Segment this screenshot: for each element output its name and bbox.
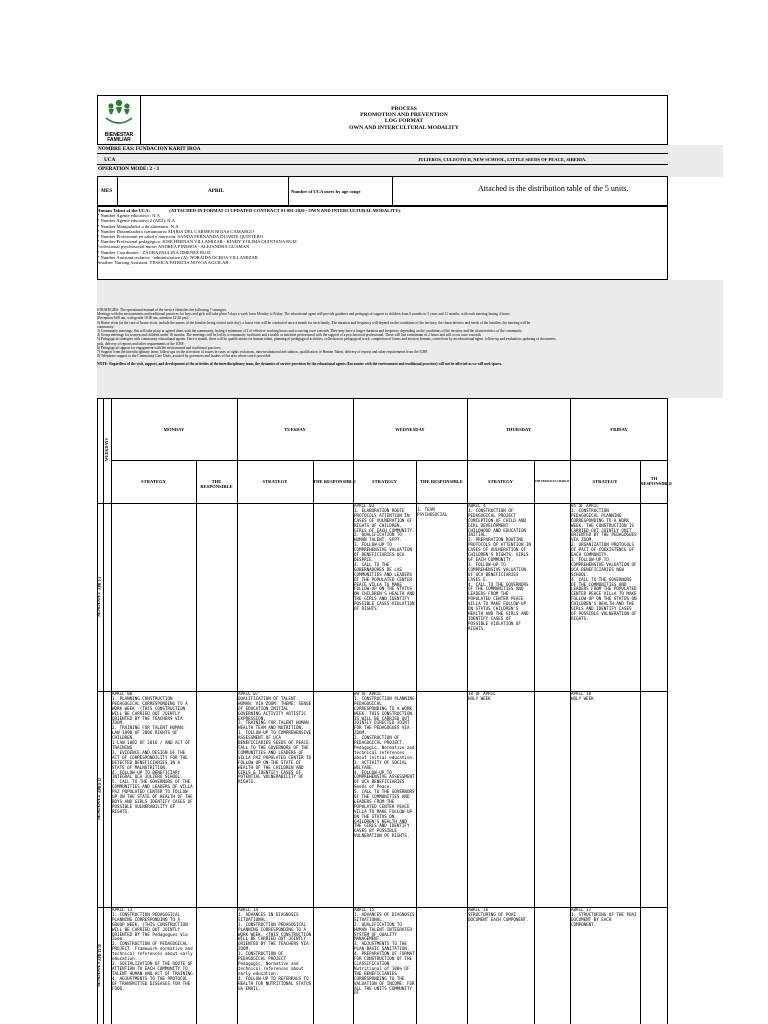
week-label: SEMANA 1 — [97, 591, 102, 617]
talent-line: * Number Agente educativo : N.A — [97, 213, 161, 219]
day-thursday: THURSDAY — [505, 427, 532, 432]
subheader-responsible: TH RESPONSIBLE — [640, 476, 673, 487]
month-div-3 — [392, 176, 393, 206]
cell-w3-mon-responsible — [197, 908, 236, 1024]
cell-w3-wed-strategy: ABRIL 15 1. ADVANCES OF DIAGNOSIS SITUATIONAL. 2. QUALIFICATION TO HUMAN TALENT INTEGRATED SYSTEM OF QUALITY MANAGEMENT. 3. ADJUSTMENTS TO THE PLAN BASIC SANITATION. 4. PREPARATION OF FORMAT FOR CONSTRUCTION OF THE CLASSIFICATION Nutritional of 100% OF THE BENEFICIARIES CORRESPONDING TO THE VALUATION OF INCOME: FOR ALL THE UNITS COMMUNITY OF — [354, 907, 415, 996]
cell-w3-tue-responsible — [314, 908, 352, 1024]
strategy-line: Meetings with the environments and traditional practices for boys and girls will take place 5 days a week from Monday to Friday. The educational agent will provide guidance and pedagogical support to children from 6 months to 5 years and 11 months, with each meeting lasting 4 hours — [97, 312, 510, 317]
subheader-strategy: STRATEGY — [488, 479, 513, 484]
logo-text: BIENESTAR FAMILIAR — [104, 132, 134, 144]
week-sub: APR 15-19 — [98, 943, 102, 961]
header-title — [140, 106, 668, 131]
talent-line: * Number Manipulador o de alimentos: N.A — [97, 223, 179, 229]
icbf-logo — [100, 98, 138, 142]
strategy-line: 2) Home visits (in the case of house visits, include the names of the families being visited each day), a house visit will be conducted once a month for each family. The duration and frequency will depend on the conditions of the territory, the characteristics and needs of the families, the meeting will be — [97, 320, 531, 325]
cell-w2-mon-strategy: APRIL 08 1. PLANNING CONSTRUCTION PEDAGOGICAL CORRESPONDING TO A WORK WEEK. (THIS CONSTRUCTION WILL BE CARRIED OUT JOINTLY ORIENTED BY THE TEACHERS VIA ZOOM. 2. TRAINING FOR TALENT HUMAN: LAW 1098 OF 2006 RIGHTS OF CHILDREN. 1 LAW 1802 OF 2016 / AND ACT OF TRAINING 3. EVIDENCE AND DESIGN OF THE ACT OF CORRESPONDILITY FOR THE DETECTED BENEFICIARIES IN A STATE OF MALNUTRITION. 4. FOLLOW-UP TO BENEFICIARY INTEGRAL UCA JULIERO SCHOOL. 5. CALL TO THE GOVERNORS OF THE COMMUNITIES AND LEADERS OF VILLA PAZ POPULATED CENTER TO FOLLOW UP ON THE STATE OF HEALTH OF THE BOYS AND GIRLS IDENTIFY CASES OF POSSIBLE VULNERABILITY OF RIGHTS. — [112, 691, 193, 814]
week-label: SEMANA 2 — [97, 794, 102, 820]
cell-w1-mon-strategy — [112, 504, 195, 690]
talent-line: * Number Profesional en salud y nutrición: SANDA FERNANDA DUARTE QUINTERO — [97, 234, 264, 240]
subheader-strategy: STRATEGY — [262, 479, 288, 484]
subheader-strategy: STRATEGY — [372, 479, 397, 484]
cell-w2-fri-strategy: APRIL 10 HOLY WEEK — [571, 691, 594, 701]
cell-w3-mon-strategy: APRIL 13 1. CONSTRUCTION PEDAGOGICAL PLANNING CORRESPONDING TO A GROUP WEEK. (THIS CONSTRUCTION WILL BE CARRIED OUT JOINTLY ORIENTED BY THE Pedagogues Via Zoom. 2. CONSTRUCTION OF PEDAGOGICAL PROJECT. Framework normative and technical references about early education. 3. SOCIALIZATION OF THE ROUTE OF ATTENTION TO EACH COMMUNITY TO TALENT HUMAN AND ACT OF TRAINING 4. ADJUSTMENTS TO THE PROTOCOL OF TRANSMITTED DISEASES FOR THE FOOD. — [112, 907, 193, 991]
week-sub: APR 8-12 — [98, 778, 102, 794]
cell-w1-wed-responsible: 1. TEAM PSYCHOSOCIAL — [417, 507, 448, 517]
cell-w1-thu-responsible — [535, 504, 569, 690]
cell-w1-tue-responsible — [314, 504, 352, 690]
cell-w2-thu-strategy: 10 OF APRIL HOLY WEEK — [468, 691, 496, 701]
strategy-line: pick, delivery of reports and other requirements of the ICBF. — [97, 341, 185, 346]
cell-w3-tue-strategy: ABRIL 14 1. ADVANCES IN DIAGNOSIS SITUATIONAL. 2. CONSTRUCTION PEDAGOGICAL PLANNING CORRESPONDING TO A WORK WEEK. (THIS CONSTRUCTION WILL BE CARRIED OUT JOINTLY ORIENTED BY THE TEACHERS VIA ZOOM. 3. CONSTRUCTION OF PEDAGOGICAL PROJECT Pedagogic, Normative and technical references about early education. 4. FOLLOW-UP TO REFERRALS TO HEALTH FOR NUTRITIONAL STATUS UA EMAIL. — [238, 907, 312, 991]
talent-attached-note: (ATTACHED IN FORMAT 13 UPDATED CONTRACT 01-081-2020 - OWN AND INTERCULTURAL MODALITY). — [169, 208, 402, 213]
cell-w1-mon-responsible — [197, 504, 236, 690]
talent-line: * Number Profesional pedagógico: JOSE HERNAN VILLAMIZAR - KINDY YOLIMA QUINTANA RUIZ — [97, 239, 297, 245]
cell-w2-wed-responsible — [417, 692, 466, 906]
talent-line: Another: Nursing Assistant: YESSICA PATRICIA NOVOA AGUILAR — [97, 260, 229, 266]
talent-line: Professional psychosocial nurse: ANDREA PINEROS - ALEJANDRA GUAMAN — [97, 244, 250, 250]
cell-w2-tue-strategy: APRIL 07 QUALIFICATION OF TALENT HUMAN: VIA ZOOM. THEME: SENSE OF EDUCATION INITIAL GOVERNING ACTIVITY ARTISTIC EXPRESSION. 2. TRAINING FOR TALENT HUMAN HEALTH TEAM AND NUTRITION. 3. FOLLOW-UP TO COMPREHENSIVE ASSESSMENT OF UCA BENEFICIARIES SEEDS OF PEACE. CALL TO THE GOVERNORS OF THE COMMUNITIES AND LEADERS OF VILLA PAZ POPULATED CENTER TO FOLLOW UP ON THE STATE OF HEALTH OF THE CHILDREN AND GIRLS & IDENTIFY CASES OF POTENTIAL VULNERABILITY OF RIGHTS. — [238, 691, 312, 785]
week-1-label — [97, 503, 111, 691]
cell-w3-wed-responsible — [417, 908, 466, 1024]
week-sub: APR 1-5 — [98, 577, 102, 591]
strategy-line: STRATEGIES: The operational manual of the service identifies the following 7 strategies. — [97, 308, 227, 312]
cell-w3-fri-strategy: ABRIL 17 1. STRUCTURING OF THE POAI DOCUMENT BY EACH COMPONENT. — [571, 907, 637, 927]
eas-name: NOMBRE EAS: FUNDACION KARIT IROA — [98, 146, 201, 152]
cell-w2-thu-responsible — [535, 692, 569, 906]
strategy-line: 5) Pedagogical strategies with community educational agents: Once a month, these will be qualifications for human talent, planning of pedagogical activities, collection on pedagogical work, completion of forms and mission formats, carried out by an educational agent, follow-up and evaluation, updating of documents, — [97, 337, 557, 342]
cell-w1-wed-strategy: APRIL 03 1. ELABORATION ROUTE PROTOCOLS ATTENTION IN CASES OF VULNERATION OF RIGHTS OF CHILDREN, GIRLS OF EACH COMMUNITY. 2. QUALIFICATION TO HUMAN TALENT. SPPT. 3. FOLLOW-UP TO COMPREHENSIVE VALUATION OF BENEFICIARIES UCA DESPRIE. 4. CALL TO THE GOBERNADORES DE LAS COMMUNITIES AND LEADERS OF THE POPULATED CENTER PEACE VILLA TO MAKE FOLLOW-UP ON THE STATUS ON CHILDREN'S HEALTH AND THE GIRLS AND IDENTIFY POSSIBLE CASES VIOLATION OF RIGHTS. — [354, 503, 415, 612]
week-3-label — [97, 907, 111, 1024]
title-line-3: LOG FORMAT — [384, 118, 424, 125]
family-logo-icon — [100, 98, 138, 128]
talent-line: * Number Agente educativo 2 (AE2): N.A — [97, 218, 175, 224]
cell-w1-thu-strategy: ABRIL 4 1. CONSTRUCTION OF PEDAGOGICAL PROJECT CONCEPTION OF CHILD AND GIRL DEVELOPMENT CHILDHOOD AND EDUCATION INITIAL. 2. PREPARATION ROUTINE PROTOCOLS OF ATTENTION IN CASES OF VULNERATION OF CHILDREN'S RIGHTS. GIRLS OF EACH COMMUNITY. 3. FOLLOW-UP TO COMPREHENSIVE VALUATION OF UCA BENEFICIARIES CASES E. 4. CALL TO THE GOVERNORS OF THE COMMUNITIES AND LEADERS FROM THE POPULATED CENTER PEACE VILLA TO MAKE FOLLOW-UP ON STATUS CHILDREN'S HEALTH AND THE GIRLS AND IDENTIFY CASES OF POSSIBLE VIOLATION OF RIGHTS. — [468, 503, 532, 631]
title-line-1: PROCESS — [391, 106, 417, 112]
talent-line: * Number Coordinator : ZAURA PAULINA JIMENEZ RUIZ — [97, 249, 211, 255]
strategy-line: community. — [97, 324, 115, 329]
strategy-line: 6) Pedagogical support for engagement with the environment and traditional practices. — [97, 345, 222, 350]
cell-w2-tue-responsible — [314, 692, 352, 906]
strategy-line: 7) Support from the interdisciplinary team: follow-ups on the activation of routes in cases of rights violations, inter-institutional articulation, qualification of Human Talent, delivery of reports and other requirements from the ICBF. — [97, 350, 428, 355]
strategy-line: 4) Group meetings for women and children under 18 months: The meetings will be led by a community facilitator and a health or nutrition professional with the support of a psychosocial professional. These will last a minimum of 2 hours and will occur once a month. — [97, 333, 482, 338]
strategy-line: 3) Community meetings: this will take place at agreed times with the community, lasting a minimum of 2 of effective working hours and occurring once a month. They may have a longer duration and frequency depending on the conditions of the territory and the characteristics of the community. — [97, 329, 523, 334]
info-line-1 — [97, 153, 668, 154]
day-tuesday: TUESDAY — [284, 427, 306, 432]
cell-w2-mon-responsible — [197, 692, 236, 906]
cell-w2-wed-strategy: 09 OF APRIL 1. CONSTRUCTION PLANNING PEDAGOGICAL CORRESPONDING TO A WORK WEEK. THIS CONSTRUCTION IS WILL BE CARRIED OUT JOINTLY DIRECTED JOINT FOR THE PEDAGOGUES VIA ZOOM. 2. CONSTRUCTION OF PEDAGOGICAL PROJECT. Pedagogic, Normative and technical references about initial education. 3. ACTIVITY OF SOCIAL WELFARE. 4. FOLLOW-UP TO COMPREHENSIVE ASSESSMENT OF UCA BENEFICIARIES Seeds of Peace. 5. CALL TO THE GOVERNORS OF THE COMMUNITIES AND LEADERS FROM THE POPULATED CENTER PEACE VILLA TO MAKE FOLLOW-UP ON THE STATUS ON CHILDREN'S HEALTH AND THE GIRLS AND IDENTIFY CASES BY POSSIBLE VULNERATION OF RIGHTS. — [354, 691, 415, 839]
subheader-responsible: THE RESPONSIBLE — [200, 479, 233, 490]
mes-label: MES — [101, 188, 113, 194]
talent-heading: Human Talent of the UCA: — [97, 208, 151, 213]
title-line-2: PROMOTION AND PREVENTION — [360, 112, 448, 119]
cell-w3-thu-strategy: ABRIL 16 STRUCTURING OF POAI DOCUMENT EACH COMPONENT. — [468, 907, 529, 922]
week-2-label — [97, 691, 111, 907]
cell-w1-tue-strategy — [238, 504, 312, 690]
grid-h — [111, 460, 668, 461]
subheader-person-in-charge: THE PERSON IN CHARGE — [534, 480, 570, 483]
cell-w1-fri-strategy: 05 OF APRIL 1. CONSTRUCTION PEDAGOGICAL PLANNING CORRESPONDING TO A WORK WEEK. THE CONSTRUCTION IS CARRIED OUT JOINTLY ONIT ORIENTED BY THE PEDAGOGUES VIA ZOOM. 2. ORGANIZATION PROTOCOLS OF PACT OF COEXISTENCE OF EACH COMMUNITY. 3. FOLLOW-UP TO COMPREHENSIVE VALUATION OF UCA BENEFICIARIES NEW SCHOOL. 4. CALL TO THE GOVERNORS OF THE COMMUNITIES AND LEADERS FROM THE POPULATED CENTER PEACE VILLA TO MAKE FOLLOW-UP ON THE STATUS ON CHILDREN'S HEALTH AND THE GIRLS AND IDENTIFY CASES OF POSSIBLE VULNERATION OF RIGHTS. — [571, 503, 637, 621]
uca-label: UCA — [104, 157, 116, 163]
day-friday: FRIDAY — [610, 427, 628, 432]
subheader-responsible: THE RESPONSIBLE — [419, 479, 464, 484]
weekdays-label: WEEKDAYS — [104, 438, 109, 462]
distribution-note: Attached is the distribution table of the 5 units. — [478, 184, 629, 193]
strategy-line: (Reception 8:00 am, with gentle 10:00 am, attention 12:30 pm). — [97, 316, 189, 321]
talent-block — [97, 208, 657, 265]
strategy-line: 8) Telephone support to the Community Care Units, assisted by governors and leaders of the area where care is provided. — [97, 354, 272, 359]
day-monday: MONDAY — [163, 427, 185, 432]
operation-mode: OPERATION MODE: 2 - 3 — [98, 166, 159, 172]
week-label: SEMANA 3 — [97, 961, 102, 988]
cell-w2-fri-responsible — [641, 692, 667, 906]
strategies-note: NOTE: Regardless of the visit, support, and development of the activities of the interdisciplinary team, the dynamics of service provision by the educational agents (Encounter with the environment and traditional practices) will not be affected as we will seek spaces. — [97, 362, 503, 367]
mes-value: APRIL — [208, 188, 225, 194]
info-line-2 — [97, 164, 668, 165]
month-div-2 — [288, 176, 289, 206]
cell-w3-fri-responsible — [641, 908, 667, 1024]
day-wednesday: WEDNESDAY — [395, 427, 425, 432]
cell-w3-thu-responsible — [535, 908, 569, 1024]
subheader-responsible: THE RESPONSIBLE — [313, 479, 357, 484]
month-div-1 — [117, 176, 118, 206]
subheader-strategy: STRATEGY — [141, 479, 166, 484]
talent-line: * Number Dinamizadora comunitaria: MARIA DEL CARMEN ROJAS CAMARGO — [97, 228, 254, 234]
talent-line: * Number Assistant technico - administrative (A): NORAIDA OCHOA VILLAMIZAR — [97, 254, 258, 260]
uca-value: JULIEROS, CULEOTO II, NEW SCHOOL, LITTLE SEEDS OF PEACE, SIBERIA. — [418, 157, 587, 162]
subheader-strategy: STRATEGY — [592, 479, 618, 484]
title-line-4: OWN AND INTERCULTURAL MODALITY — [349, 124, 459, 131]
strategies-block — [97, 308, 719, 367]
num-uca-label: Number of UCA users by age range — [291, 189, 361, 194]
cell-w1-fri-responsible — [641, 504, 667, 690]
